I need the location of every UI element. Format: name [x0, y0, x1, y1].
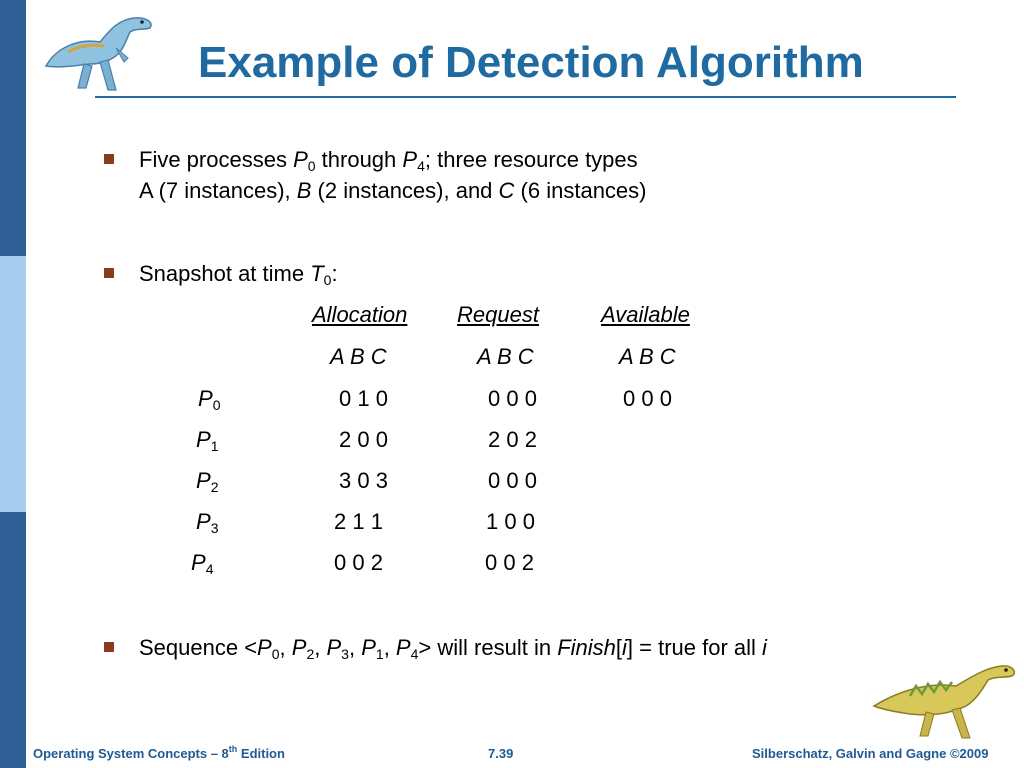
process-label-p4: $P_4$: [191, 550, 214, 577]
header-allocation: Allocation: [312, 302, 408, 327]
subheader-available-abc: A B C: [619, 344, 676, 369]
request-p3: 1 0 0: [486, 509, 535, 534]
sidebar-band-bottom: [0, 512, 26, 768]
footer-authors: Silberschatz, Galvin and Gagne ©2009: [752, 746, 989, 761]
allocation-p1: 2 0 0: [339, 427, 388, 452]
allocation-p3: 2 1 1: [334, 509, 383, 534]
subheader-allocation-abc: A B C: [330, 344, 387, 369]
process-label-p0: $P_0$: [198, 386, 221, 413]
dinosaur-icon: [38, 8, 156, 96]
footer-book-title: Operating System Concepts – 8th Edition: [33, 744, 285, 761]
sequence-item: $P_2$,: [291, 635, 327, 662]
request-p2: 0 0 0: [488, 468, 537, 493]
bullet-snapshot: Snapshot at time $T_0$:: [139, 261, 338, 288]
sequence-item: $P_4$: [395, 635, 419, 662]
subheader-request-abc: A B C: [477, 344, 534, 369]
bullet-marker: [104, 268, 114, 278]
sequence-item: $P_1$,: [361, 635, 396, 662]
title-underline: [95, 96, 956, 98]
bullet-processes-line2: A (7 instances), B (2 instances), and C (6 instances): [139, 178, 647, 203]
allocation-p4: 0 0 2: [334, 550, 383, 575]
sidebar-band-top: [0, 0, 26, 256]
bullet-marker: [104, 154, 114, 164]
available-p0: 0 0 0: [623, 386, 672, 411]
sequence-item: $P_3$,: [326, 635, 362, 662]
request-p0: 0 0 0: [488, 386, 537, 411]
allocation-p2: 3 0 3: [339, 468, 388, 493]
slide-title: Example of Detection Algorithm: [198, 38, 864, 87]
allocation-p0: 0 1 0: [339, 386, 388, 411]
dinosaur-icon: [870, 660, 1020, 742]
footer-page-number: 7.39: [488, 746, 514, 761]
sequence-item: $P_0$,: [257, 635, 292, 662]
bullet-sequence: Sequence $<P_0$, $P_2$, $P_3$, $P_1$, $P_4>$ will result in Finish[i] = true for all i: [139, 635, 767, 662]
bullet-marker: [104, 642, 114, 652]
process-label-p3: $P_3$: [196, 509, 219, 536]
process-label-p2: $P_2$: [196, 468, 219, 495]
header-available: Available: [601, 302, 690, 327]
sidebar-band-middle: [0, 256, 26, 512]
request-p1: 2 0 2: [488, 427, 537, 452]
header-request: Request: [457, 302, 539, 327]
process-label-p1: $P_1$: [196, 427, 219, 454]
request-p4: 0 0 2: [485, 550, 534, 575]
bullet-processes-line1: Five processes $P_0$ through $P_4$; three resource types: [139, 147, 638, 174]
